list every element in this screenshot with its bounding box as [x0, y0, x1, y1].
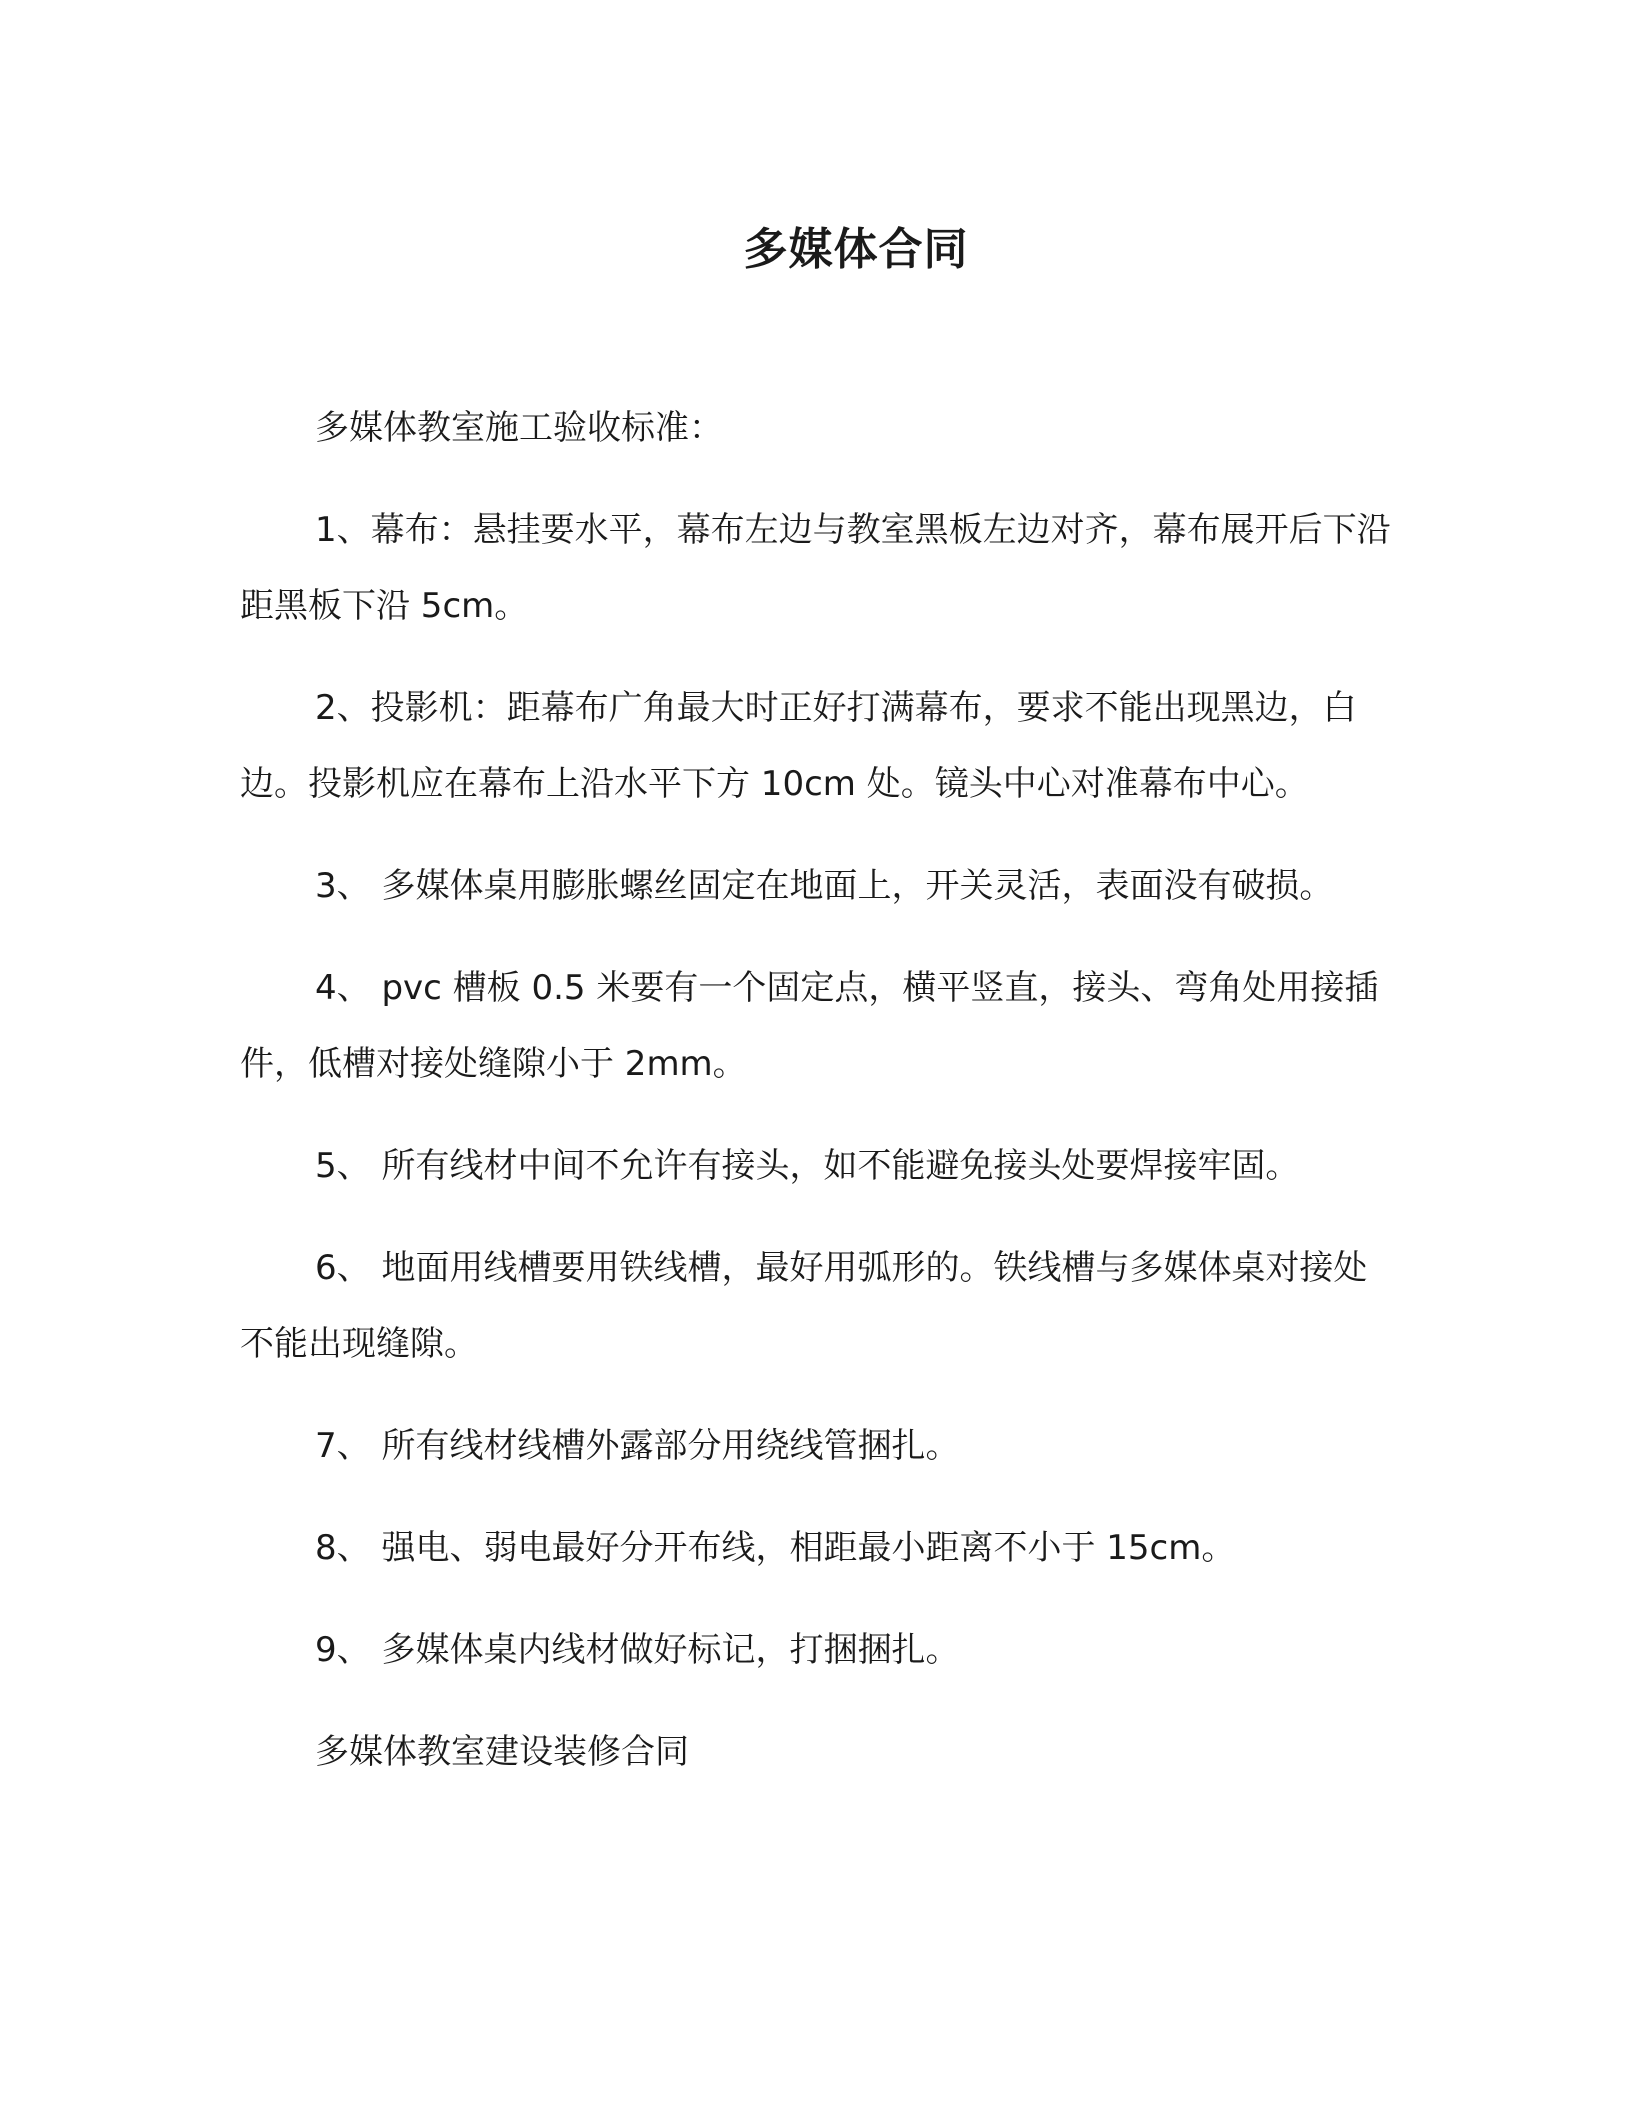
item-paragraph: 7、 所有线材线槽外露部分用绕线管捆扎。 — [315, 1426, 960, 1466]
document-body — [240, 390, 1400, 1790]
item-paragraph: 3、 多媒体桌用膨胀螺丝固定在地面上，开关灵活，表面没有破损。 — [315, 866, 1334, 906]
item-paragraph: 6、 地面用线槽要用铁线槽，最好用弧形的。铁线槽与多媒体桌对接处不能出现缝隙。 — [240, 1248, 1368, 1364]
item-paragraph: 1、幕布：悬挂要水平，幕布左边与教室黑板左边对齐，幕布展开后下沿距黑板下沿 5cm。 — [240, 510, 1391, 626]
item-paragraph: 9、 多媒体桌内线材做好标记，打捆捆扎。 — [315, 1630, 960, 1670]
document-title: 多媒体合同 — [743, 224, 969, 275]
intro-paragraph: 多媒体教室施工验收标准： — [315, 408, 723, 448]
item-paragraph: 8、 强电、弱电最好分开布线，相距最小距离不小于 15cm。 — [315, 1528, 1236, 1568]
item-paragraph: 4、 pvc 槽板 0.5 米要有一个固定点，横平竖直，接头、弯角处用接插件，低槽对接处缝隙小于 2mm。 — [240, 968, 1379, 1084]
item-paragraph: 5、 所有线材中间不允许有接头，如不能避免接头处要焊接牢固。 — [315, 1146, 1300, 1186]
closing-paragraph: 多媒体教室建设装修合同 — [315, 1732, 689, 1772]
item-paragraph: 2、投影机：距幕布广角最大时正好打满幕布，要求不能出现黑边，白边。投影机应在幕布上沿水平下方 10cm 处。镜头中心对准幕布中心。 — [240, 688, 1357, 804]
